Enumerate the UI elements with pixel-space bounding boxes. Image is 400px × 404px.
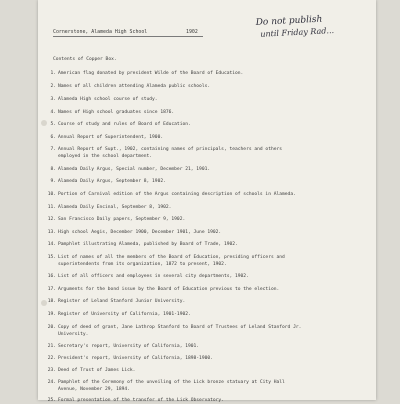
contents-heading: Contents of Copper Box.	[53, 57, 117, 62]
document-year: 1902	[186, 29, 198, 35]
item-text: Names of all children attending Alameda public schools.	[58, 84, 211, 89]
item-number: 11.	[47, 205, 56, 210]
item-number: 24.	[47, 380, 56, 385]
item-text: Portion of Carnival edition of the Argus containing description of schools in Alameda.	[58, 192, 296, 197]
item-number: 16.	[47, 274, 56, 279]
item-number: 13.	[47, 230, 56, 235]
item-text: Alameda High school course of study.	[58, 97, 158, 102]
item-number: 18.	[47, 299, 56, 304]
item-number: 6.	[50, 135, 56, 140]
item-text: Arguments for the bond issue by the Board of Education previous to the election.	[58, 287, 280, 292]
item-text: Deed of Trust of James Lick.	[58, 368, 136, 373]
item-number: 19.	[47, 312, 56, 317]
handwritten-note-line1: Do not publish	[255, 14, 323, 29]
item-text: Register of Leland Stanford Junior University.	[58, 299, 186, 304]
item-text: Annual Report of Superintendent, 1900.	[58, 135, 164, 140]
item-number: 25.	[47, 398, 56, 403]
item-text: San Francisco Daily papers, September 9, 1902.	[58, 217, 186, 222]
item-text: Alameda Daily Encinal, September 8, 1902.	[58, 205, 172, 210]
item-text: President's report, University of California, 1898-1900.	[58, 356, 213, 361]
item-text: Formal presentation of the transfer of the Lick Observatory.	[58, 398, 224, 403]
item-text: List of names of all the members of the Board of Education, presiding officers and superintendents from its organization, 1872 to present, 1902.	[58, 255, 285, 267]
handwritten-note-line2: until Friday Rad...	[260, 25, 335, 39]
item-number: 10.	[47, 192, 56, 197]
item-number: 15.	[47, 255, 56, 260]
item-text: Pamphlet of the Ceremony of the unveiling of the Lick bronze statuary at City Hall Avenue, November 29, 1894.	[58, 380, 285, 392]
item-text: Course of study and rules of Board of Education.	[58, 122, 191, 127]
item-number: 2.	[50, 84, 56, 89]
item-text: List of all officers and employees in several city departments, 1902.	[58, 274, 249, 279]
item-text: Copy of deed of grant, Jane Lathrop Stanford to Board of Trustees of Leland Stanford Jr. University.	[58, 325, 302, 337]
item-number: 9.	[50, 179, 56, 184]
item-number: 8.	[50, 167, 56, 172]
item-text: High school Aegis, December 1900, December 1901, June 1902.	[58, 230, 222, 235]
item-number: 20.	[47, 325, 56, 330]
item-text: Secretary's report, University of California, 1901.	[58, 344, 200, 349]
item-number: 5.	[50, 122, 56, 127]
item-number: 4.	[50, 110, 56, 115]
item-number: 17.	[47, 287, 56, 292]
item-number: 3.	[50, 97, 56, 102]
item-number: 14.	[47, 242, 56, 247]
item-number: 22.	[47, 356, 56, 361]
item-number: 21.	[47, 344, 56, 349]
item-text: Alameda Daily Argus, September 8, 1902.	[58, 179, 166, 184]
contents-list	[38, 0, 376, 403]
document-page	[38, 0, 376, 403]
item-number: 1.	[50, 71, 56, 76]
item-number: 7.	[50, 147, 56, 152]
item-text: Register of University of California, 1901-1902.	[58, 312, 191, 317]
item-text: Alameda Daily Argus, Special number, December 21, 1901.	[58, 167, 211, 172]
document-title: Cornerstone, Alameda High School	[53, 29, 148, 35]
item-number: 12.	[47, 217, 56, 222]
item-text: Annual Report of Supt., 1902, containing names of principals, teachers and others employed in the school department.	[58, 147, 283, 159]
item-text: Names of High school graduates since 1876.	[58, 110, 175, 115]
item-number: 23.	[47, 368, 56, 373]
item-text: Pamphlet illustrating Alameda, published by Board of Trade, 1902.	[58, 242, 238, 247]
item-text: American flag donated by president Wilde of the Board of Education.	[58, 71, 244, 76]
